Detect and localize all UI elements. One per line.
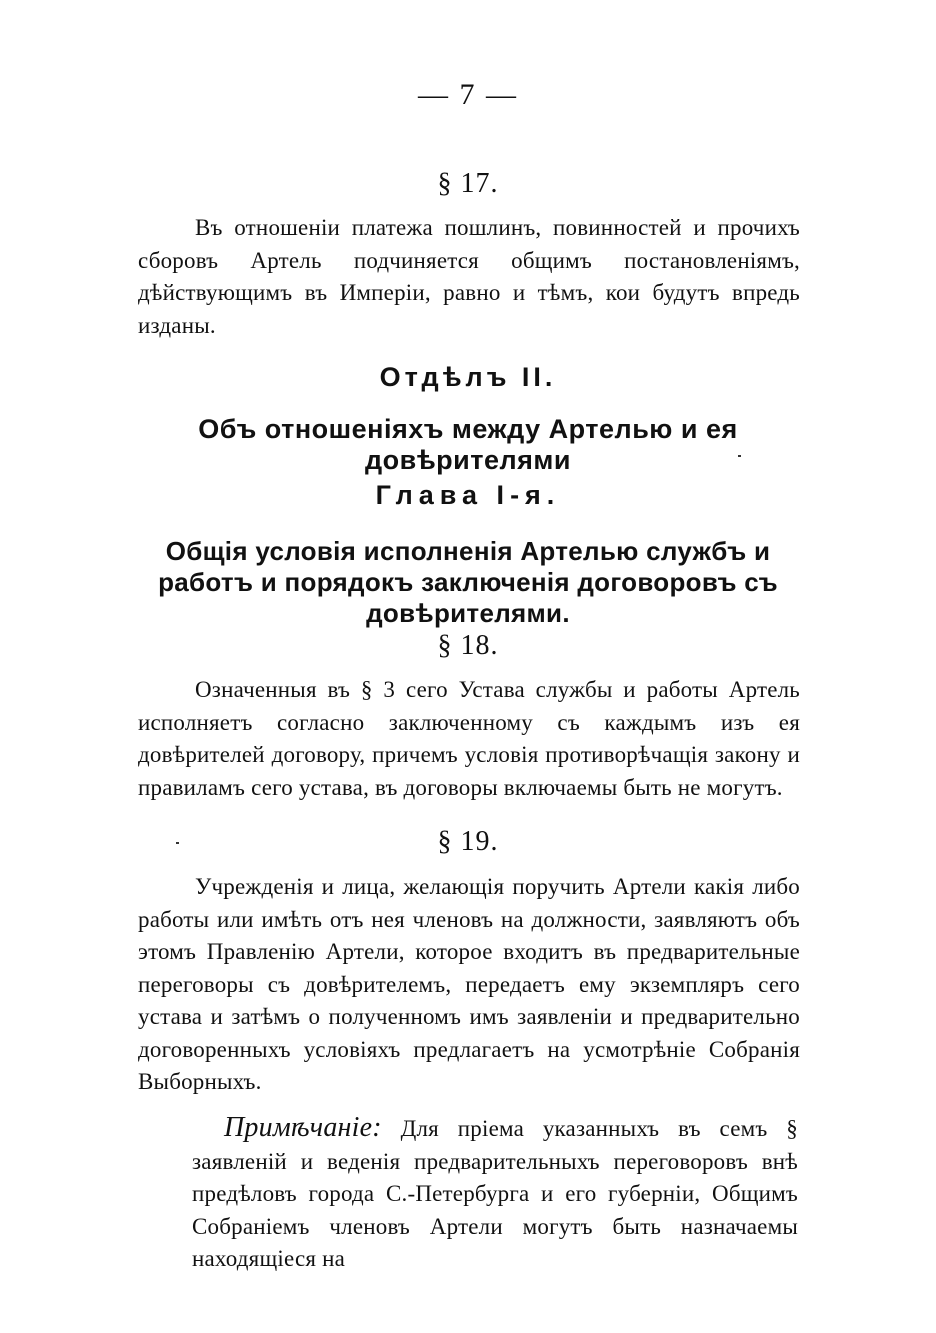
section-19-text: Учрежденія и лица, желающія поручить Артели какія либо работы или имѣть отъ нея членовъ на должности, заявляютъ объ этомъ Правленію Артели, которое входитъ въ предварительные переговоры съ довѣрителемъ, передаетъ ему экземпляръ сего устава и затѣмъ о полученномъ имъ заявленіи и предварительно договоренныхъ условіяхъ предлагаетъ на усмотрѣніе Собранія Выборныхъ. <box>138 874 800 1094</box>
department-heading: Отдѣлъ II. <box>379 362 557 392</box>
department-title: Объ отношеніяхъ между Артелью и ея довѣрителями <box>198 414 738 475</box>
section-18-text: Означенныя въ § 3 сего Устава службы и работы Артель исполняетъ согласно заключенному съ каждымъ изъ ея довѣрителей договору, причемъ условія противорѣчащія закону и правиламъ сего устава, въ договоры включаемы быть не могутъ. <box>138 677 800 800</box>
section-19-mark: § 19. <box>437 826 499 857</box>
section-17-mark: § 17. <box>437 168 499 199</box>
print-speck <box>176 842 179 844</box>
note-paragraph <box>192 1112 798 1276</box>
chapter-heading: Глава I-я. <box>375 480 561 510</box>
section-18-mark: § 18. <box>437 630 499 661</box>
note-text: Для пріема указанныхъ въ семъ § заявленій и веденія предварительныхъ переговоровъ внѣ предѣловъ города С.-Петербурга и его губерніи, Общимъ Собраніемъ членовъ Артели могутъ быть назначаемы находящіеся на <box>192 1116 798 1271</box>
chapter-title: Общія условія исполненія Артелью службъ и работъ и порядокъ заключенія договоровъ съ довѣрителями. <box>158 536 778 628</box>
print-speck <box>738 455 741 457</box>
page-number: — 7 — <box>418 78 518 111</box>
section-17-text: Въ отношеніи платежа пошлинъ, повинностей и прочихъ сборовъ Артель подчиняется общимъ постановленіямъ, дѣйствующимъ въ Имперіи, равно и тѣмъ, кои будутъ впредь изданы. <box>138 215 800 338</box>
note-label: Примѣчаніе: <box>224 1112 382 1143</box>
